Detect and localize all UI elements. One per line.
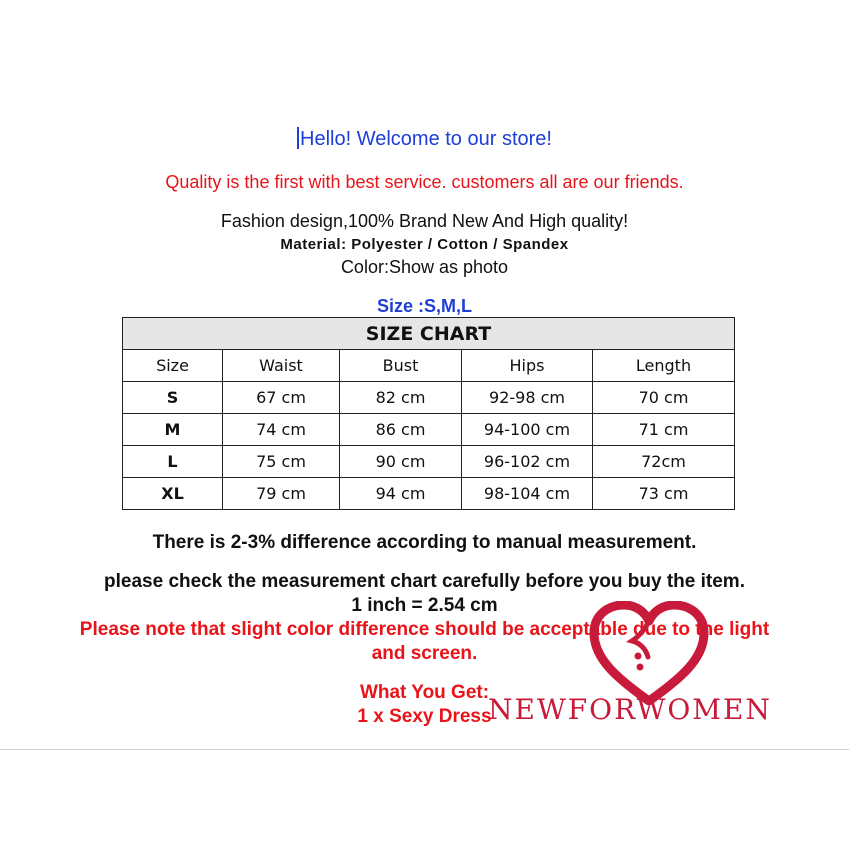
welcome-text: Hello! Welcome to our store! bbox=[300, 128, 552, 150]
column-header-hips: Hips bbox=[462, 350, 593, 382]
cell-size: XL bbox=[123, 478, 223, 510]
cell-waist: 74 cm bbox=[223, 414, 340, 446]
table-row bbox=[123, 446, 735, 478]
divider bbox=[0, 749, 849, 750]
column-header-length: Length bbox=[593, 350, 735, 382]
what-you-get-heading: What You Get: bbox=[359, 682, 490, 703]
column-header-waist: Waist bbox=[223, 350, 340, 382]
text-cursor bbox=[297, 127, 299, 149]
cell-bust: 82 cm bbox=[340, 382, 462, 414]
column-header-bust: Bust bbox=[340, 350, 462, 382]
cell-waist: 67 cm bbox=[223, 382, 340, 414]
quality-statement: Quality is the first with best service. customers all are our friends. bbox=[165, 172, 684, 192]
cell-bust: 90 cm bbox=[340, 446, 462, 478]
table-row bbox=[123, 414, 735, 446]
cell-hips: 94-100 cm bbox=[462, 414, 593, 446]
cell-length: 72cm bbox=[593, 446, 735, 478]
package-item: 1 x Sexy Dress bbox=[357, 706, 492, 727]
cell-hips: 92-98 cm bbox=[462, 382, 593, 414]
material-statement: Material: Polyester / Cotton / Spandex bbox=[280, 236, 569, 253]
color-statement: Color:Show as photo bbox=[340, 257, 509, 277]
color-difference-note-continued: and screen. bbox=[371, 643, 478, 664]
table-row bbox=[123, 478, 735, 510]
welcome-heading bbox=[0, 127, 849, 151]
cell-hips: 96-102 cm bbox=[462, 446, 593, 478]
size-options: Size :S,M,L bbox=[376, 296, 472, 316]
measurement-difference-note: There is 2-3% difference according to manual measurement. bbox=[152, 532, 697, 553]
cell-size: L bbox=[123, 446, 223, 478]
heart-icon bbox=[588, 601, 710, 705]
cell-waist: 79 cm bbox=[223, 478, 340, 510]
column-header-size: Size bbox=[123, 350, 223, 382]
cell-hips: 98-104 cm bbox=[462, 478, 593, 510]
cell-length: 73 cm bbox=[593, 478, 735, 510]
cell-bust: 94 cm bbox=[340, 478, 462, 510]
brand-logo-text: NEWFORWOMEN bbox=[488, 693, 772, 726]
inch-conversion: 1 inch = 2.54 cm bbox=[351, 595, 498, 616]
table-row bbox=[123, 382, 735, 414]
cell-size: S bbox=[123, 382, 223, 414]
fashion-statement: Fashion design,100% Brand New And High quality! bbox=[220, 211, 629, 231]
size-chart-title: SIZE CHART bbox=[123, 318, 735, 350]
color-difference-note: Please note that slight color difference should be acceptable due to the light bbox=[79, 619, 770, 640]
cell-length: 71 cm bbox=[593, 414, 735, 446]
cell-bust: 86 cm bbox=[340, 414, 462, 446]
cell-length: 70 cm bbox=[593, 382, 735, 414]
check-chart-note: please check the measurement chart carefully before you buy the item. bbox=[104, 571, 745, 592]
cell-waist: 75 cm bbox=[223, 446, 340, 478]
size-chart-table bbox=[122, 317, 735, 510]
cell-size: M bbox=[123, 414, 223, 446]
